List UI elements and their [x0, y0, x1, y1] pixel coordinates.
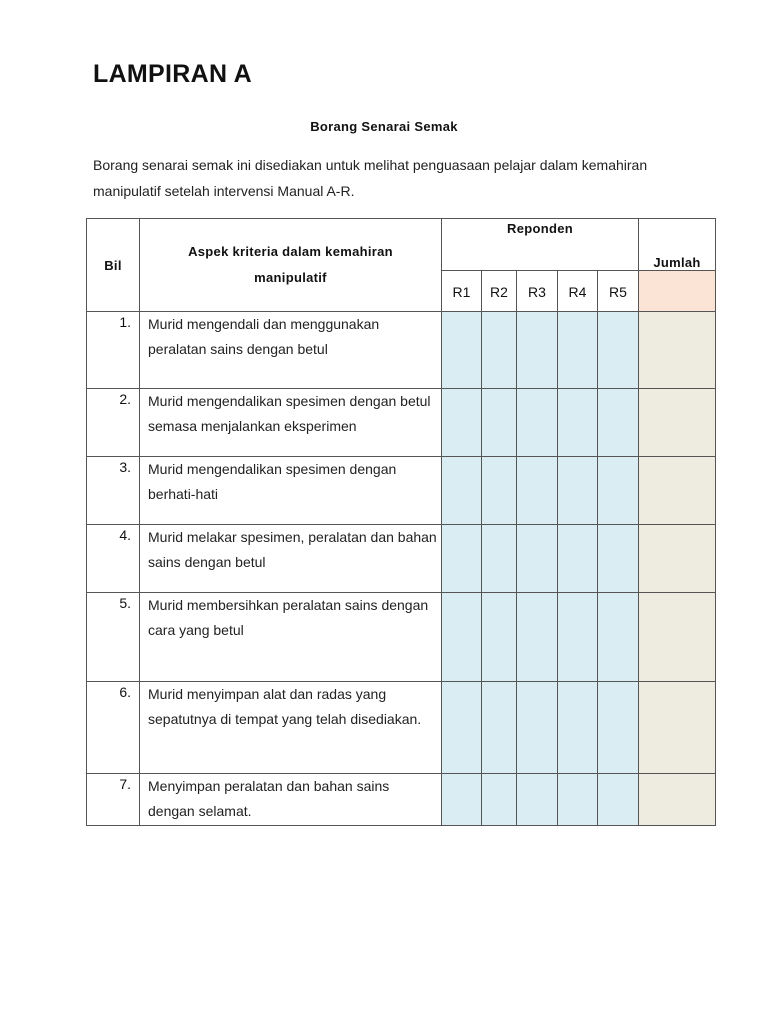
- row-criteria: Murid mengendali dan menggunakan peralatan sains dengan betul: [140, 312, 442, 389]
- response-cell-r5[interactable]: [598, 457, 639, 525]
- response-cell-r3[interactable]: [517, 312, 558, 389]
- total-cell[interactable]: [639, 389, 716, 457]
- table-row: [87, 593, 716, 682]
- header-r4: R4: [558, 271, 598, 312]
- response-cell-r5[interactable]: [598, 682, 639, 774]
- response-cell-r4[interactable]: [558, 774, 598, 826]
- response-cell-r1[interactable]: [442, 593, 482, 682]
- response-cell-r1[interactable]: [442, 525, 482, 593]
- response-cell-r2[interactable]: [482, 593, 517, 682]
- table-row: [87, 312, 716, 389]
- response-cell-r5[interactable]: [598, 774, 639, 826]
- header-r1: R1: [442, 271, 482, 312]
- response-cell-r1[interactable]: [442, 457, 482, 525]
- row-number: 1.: [87, 312, 140, 389]
- header-r2: R2: [482, 271, 517, 312]
- response-cell-r2[interactable]: [482, 457, 517, 525]
- table-row: [87, 774, 716, 826]
- header-r5: R5: [598, 271, 639, 312]
- row-criteria: Menyimpan peralatan dan bahan sains dengan selamat.: [140, 774, 442, 826]
- response-cell-r1[interactable]: [442, 312, 482, 389]
- response-cell-r4[interactable]: [558, 457, 598, 525]
- checklist-table: [86, 218, 716, 826]
- row-number: 4.: [87, 525, 140, 593]
- response-cell-r3[interactable]: [517, 593, 558, 682]
- table-row: [87, 525, 716, 593]
- row-number: 3.: [87, 457, 140, 525]
- total-cell[interactable]: [639, 774, 716, 826]
- row-number: 2.: [87, 389, 140, 457]
- intro-paragraph: Borang senarai semak ini disediakan untuk melihat penguasaan pelajar dalam kemahiran manipulatif setelah intervensi Manual A-R.: [93, 157, 648, 199]
- response-cell-r4[interactable]: [558, 525, 598, 593]
- response-cell-r3[interactable]: [517, 774, 558, 826]
- response-cell-r5[interactable]: [598, 525, 639, 593]
- header-reponden: Reponden: [442, 219, 639, 271]
- response-cell-r4[interactable]: [558, 682, 598, 774]
- response-cell-r3[interactable]: [517, 682, 558, 774]
- row-criteria: Murid melakar spesimen, peralatan dan bahan sains dengan betul: [140, 525, 442, 593]
- total-cell[interactable]: [639, 312, 716, 389]
- response-cell-r5[interactable]: [598, 389, 639, 457]
- row-number: 6.: [87, 682, 140, 774]
- response-cell-r4[interactable]: [558, 389, 598, 457]
- header-jumlah: [639, 219, 716, 271]
- response-cell-r3[interactable]: [517, 389, 558, 457]
- row-criteria: Murid mengendalikan spesimen dengan betul semasa menjalankan eksperimen: [140, 389, 442, 457]
- table-row: [87, 457, 716, 525]
- response-cell-r5[interactable]: [598, 312, 639, 389]
- header-r3: R3: [517, 271, 558, 312]
- response-cell-r5[interactable]: [598, 593, 639, 682]
- total-cell[interactable]: [639, 593, 716, 682]
- row-criteria: Murid mengendalikan spesimen dengan berhati-hati: [140, 457, 442, 525]
- response-cell-r4[interactable]: [558, 312, 598, 389]
- header-bil: Bil: [87, 219, 140, 312]
- response-cell-r2[interactable]: [482, 312, 517, 389]
- form-subtitle: Borang Senarai Semak: [310, 119, 458, 134]
- response-cell-r2[interactable]: [482, 389, 517, 457]
- response-cell-r2[interactable]: [482, 774, 517, 826]
- response-cell-r4[interactable]: [558, 593, 598, 682]
- response-cell-r1[interactable]: [442, 774, 482, 826]
- table-row: [87, 682, 716, 774]
- response-cell-r2[interactable]: [482, 682, 517, 774]
- header-aspek: Aspek kriteria dalam kemahiran manipulatif: [140, 219, 442, 312]
- response-cell-r3[interactable]: [517, 457, 558, 525]
- response-cell-r1[interactable]: [442, 682, 482, 774]
- row-number: 5.: [87, 593, 140, 682]
- response-cell-r1[interactable]: [442, 389, 482, 457]
- header-jumlah-cell: [639, 271, 716, 312]
- row-criteria: Murid menyimpan alat dan radas yang sepatutnya di tempat yang telah disediakan.: [140, 682, 442, 774]
- table-row: [87, 389, 716, 457]
- row-criteria: Murid membersihkan peralatan sains dengan cara yang betul: [140, 593, 442, 682]
- response-cell-r3[interactable]: [517, 525, 558, 593]
- response-cell-r2[interactable]: [482, 525, 517, 593]
- header-jumlah-label: Jumlah: [653, 255, 701, 270]
- total-cell[interactable]: [639, 682, 716, 774]
- total-cell[interactable]: [639, 525, 716, 593]
- total-cell[interactable]: [639, 457, 716, 525]
- row-number: 7.: [87, 774, 140, 826]
- page-title: LAMPIRAN A: [93, 60, 253, 88]
